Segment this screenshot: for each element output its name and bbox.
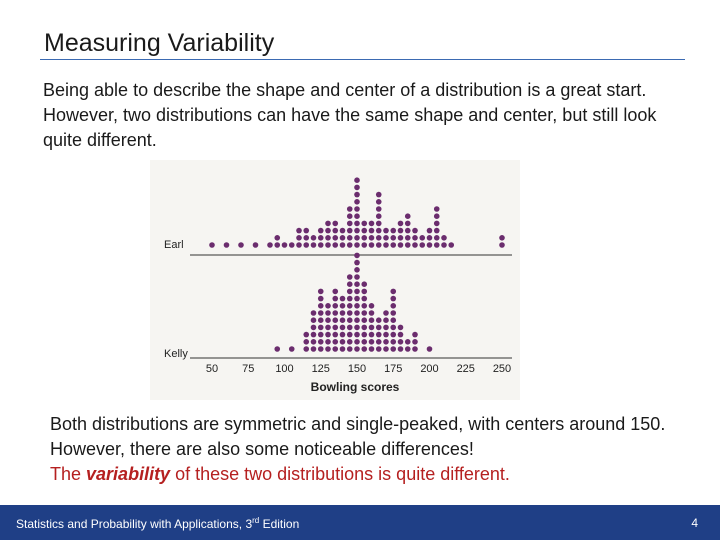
dot	[347, 317, 353, 323]
dot	[296, 242, 302, 248]
dot	[340, 310, 346, 316]
dot	[303, 346, 309, 352]
dot	[238, 242, 244, 248]
dot	[318, 325, 324, 331]
dot	[398, 235, 404, 241]
dot	[412, 339, 418, 345]
dot	[332, 325, 338, 331]
dot	[390, 310, 396, 316]
dot	[332, 235, 338, 241]
dot	[340, 346, 346, 352]
dot	[376, 332, 382, 338]
dot	[296, 228, 302, 234]
kelly-label: Kelly	[164, 348, 188, 360]
dot	[361, 317, 367, 323]
dot	[325, 346, 331, 352]
dot	[347, 346, 353, 352]
dot	[434, 213, 440, 219]
dot	[376, 192, 382, 198]
dot	[376, 235, 382, 241]
dot	[354, 303, 360, 309]
dot	[390, 317, 396, 323]
earl-dotplot	[164, 177, 512, 255]
dot	[419, 242, 425, 248]
dot	[340, 332, 346, 338]
dot	[354, 177, 360, 183]
variability-suffix: of these two distributions is quite different.	[170, 464, 510, 484]
dot	[390, 339, 396, 345]
dot	[311, 235, 317, 241]
dot	[398, 325, 404, 331]
dot	[332, 221, 338, 227]
title-divider	[40, 59, 685, 60]
dot	[347, 303, 353, 309]
dot	[383, 235, 389, 241]
dot	[398, 332, 404, 338]
dot	[405, 228, 411, 234]
dot	[340, 228, 346, 234]
dot	[354, 213, 360, 219]
dot	[354, 235, 360, 241]
dot	[376, 325, 382, 331]
dot	[332, 242, 338, 248]
dot	[340, 235, 346, 241]
dot	[325, 332, 331, 338]
dot	[441, 242, 447, 248]
x-tick-label: 50	[205, 363, 219, 375]
dot	[376, 206, 382, 212]
earl-label: Earl	[164, 239, 184, 251]
dot	[296, 235, 302, 241]
dot	[267, 242, 273, 248]
dot	[311, 325, 317, 331]
dot	[303, 235, 309, 241]
dot	[383, 317, 389, 323]
dot	[253, 242, 259, 248]
dot	[274, 346, 280, 352]
dot	[398, 346, 404, 352]
dot	[369, 310, 375, 316]
footer-title-text: Statistics and Probability with Applications, 3	[16, 517, 253, 531]
dot	[427, 228, 433, 234]
dot	[318, 346, 324, 352]
dot	[390, 242, 396, 248]
dot	[405, 221, 411, 227]
dot	[340, 339, 346, 345]
dot	[434, 242, 440, 248]
dot	[376, 346, 382, 352]
dot	[347, 206, 353, 212]
dot	[325, 310, 331, 316]
dot	[390, 289, 396, 295]
x-axis-title: Bowling scores	[310, 380, 400, 394]
dot	[398, 339, 404, 345]
dot	[390, 296, 396, 302]
dot	[390, 325, 396, 331]
dot	[311, 310, 317, 316]
kelly-dotplot	[164, 253, 512, 360]
dot	[332, 310, 338, 316]
dot	[325, 228, 331, 234]
dot	[347, 242, 353, 248]
dot	[448, 242, 454, 248]
dot	[354, 228, 360, 234]
dot	[398, 242, 404, 248]
x-tick-label: 175	[384, 363, 403, 375]
dot	[376, 242, 382, 248]
page-number: 4	[691, 516, 698, 530]
dot	[318, 289, 324, 295]
dot	[419, 235, 425, 241]
dot	[361, 339, 367, 345]
dot	[412, 242, 418, 248]
dot	[289, 242, 295, 248]
x-tick-label: 200	[420, 363, 439, 375]
footer-edition-text: Edition	[259, 517, 300, 531]
dot	[434, 235, 440, 241]
dot	[383, 228, 389, 234]
dot	[390, 228, 396, 234]
dot	[325, 242, 331, 248]
dot	[332, 339, 338, 345]
dot	[390, 346, 396, 352]
dot	[347, 221, 353, 227]
dot	[354, 185, 360, 191]
dot	[434, 228, 440, 234]
dot	[347, 228, 353, 234]
dot	[303, 339, 309, 345]
dot	[347, 339, 353, 345]
x-axis	[206, 363, 511, 394]
intro-paragraph: Being able to describe the shape and center of a distribution is a great start. However, two distributions can have the same shape and center, but still look quite different.	[43, 80, 657, 150]
dot	[383, 325, 389, 331]
dot	[499, 235, 505, 241]
x-tick-label: 225	[456, 363, 475, 375]
footer-bar	[0, 505, 720, 540]
dot	[390, 332, 396, 338]
dot	[369, 242, 375, 248]
dot	[405, 242, 411, 248]
dot	[354, 310, 360, 316]
dot	[427, 242, 433, 248]
dot	[282, 242, 288, 248]
dot	[354, 281, 360, 287]
dot	[325, 339, 331, 345]
dot	[347, 235, 353, 241]
dot	[376, 317, 382, 323]
dot	[303, 228, 309, 234]
dot	[332, 289, 338, 295]
dot	[354, 199, 360, 205]
dotplot-chart	[150, 160, 520, 400]
x-tick-label: 100	[275, 363, 294, 375]
x-tick-label: 250	[492, 363, 512, 375]
dot	[412, 228, 418, 234]
dot	[369, 332, 375, 338]
dot	[318, 303, 324, 309]
dot	[340, 303, 346, 309]
dot	[340, 317, 346, 323]
dot	[209, 242, 215, 248]
dot	[369, 339, 375, 345]
dot	[318, 339, 324, 345]
dot	[325, 303, 331, 309]
dot	[383, 339, 389, 345]
dot	[354, 260, 360, 266]
x-tick-label: 150	[347, 363, 367, 375]
dot	[274, 242, 280, 248]
dot	[332, 317, 338, 323]
dot	[354, 317, 360, 323]
dot	[405, 346, 411, 352]
dot	[376, 221, 382, 227]
dot	[376, 228, 382, 234]
dot	[361, 281, 367, 287]
dot	[354, 274, 360, 280]
dot	[332, 332, 338, 338]
variability-term: variability	[86, 464, 171, 484]
dot	[325, 317, 331, 323]
dot	[434, 221, 440, 227]
dot	[412, 235, 418, 241]
dot	[405, 235, 411, 241]
footer-ordinal-suffix: rd	[252, 516, 260, 525]
dot	[318, 242, 324, 248]
dot	[311, 242, 317, 248]
dot	[369, 235, 375, 241]
dot	[354, 332, 360, 338]
dot	[405, 339, 411, 345]
dotplot-figure	[150, 160, 520, 400]
comparison-sentence: Both distributions are symmetric and single-peaked, with centers around 150. However, there are also some noticeable differences!	[50, 414, 666, 459]
dot	[369, 221, 375, 227]
dot	[325, 221, 331, 227]
x-tick-label: 75	[242, 363, 255, 375]
footer-book-title	[16, 516, 299, 531]
dot	[369, 228, 375, 234]
slide-title: Measuring Variability	[44, 29, 275, 57]
dot	[354, 253, 360, 259]
dot	[347, 281, 353, 287]
dot	[354, 325, 360, 331]
dot	[427, 346, 433, 352]
dot	[347, 274, 353, 280]
dot	[361, 221, 367, 227]
dot	[354, 296, 360, 302]
dot	[499, 242, 505, 248]
dot	[361, 325, 367, 331]
dot	[361, 228, 367, 234]
dot	[311, 332, 317, 338]
dot	[332, 228, 338, 234]
dot	[318, 296, 324, 302]
dot	[354, 289, 360, 295]
dot	[325, 325, 331, 331]
dot	[318, 235, 324, 241]
dot	[325, 235, 331, 241]
dot	[383, 346, 389, 352]
dot	[369, 325, 375, 331]
dot	[318, 332, 324, 338]
dot	[332, 303, 338, 309]
dot	[361, 310, 367, 316]
dot	[318, 317, 324, 323]
dot	[361, 235, 367, 241]
dot	[376, 339, 382, 345]
dot	[347, 289, 353, 295]
dot	[369, 346, 375, 352]
dot	[274, 235, 280, 241]
dot	[347, 310, 353, 316]
dot	[354, 339, 360, 345]
dot	[340, 325, 346, 331]
dot	[311, 339, 317, 345]
dot	[361, 242, 367, 248]
dot	[311, 346, 317, 352]
dot	[303, 242, 309, 248]
dot	[354, 206, 360, 212]
dot	[347, 296, 353, 302]
dot	[361, 296, 367, 302]
dot	[224, 242, 230, 248]
dot	[398, 228, 404, 234]
dot	[434, 206, 440, 212]
dot	[340, 296, 346, 302]
dot	[383, 332, 389, 338]
dot	[412, 332, 418, 338]
dot	[441, 235, 447, 241]
dot	[361, 289, 367, 295]
dot	[318, 228, 324, 234]
dot	[427, 235, 433, 241]
dot	[390, 235, 396, 241]
dot	[376, 213, 382, 219]
dot	[361, 332, 367, 338]
dot	[369, 317, 375, 323]
dot	[354, 346, 360, 352]
dot	[354, 242, 360, 248]
dot	[318, 310, 324, 316]
dot	[383, 242, 389, 248]
dot	[332, 346, 338, 352]
dot	[412, 346, 418, 352]
dot	[347, 325, 353, 331]
dot	[347, 332, 353, 338]
comparison-text	[50, 412, 690, 487]
dot	[383, 310, 389, 316]
variability-statement	[50, 462, 690, 487]
variability-prefix: The	[50, 464, 87, 484]
dot	[369, 303, 375, 309]
dot	[376, 199, 382, 205]
dot	[303, 332, 309, 338]
dot	[340, 242, 346, 248]
dot	[347, 213, 353, 219]
dot	[311, 317, 317, 323]
dot	[398, 221, 404, 227]
dot	[332, 296, 338, 302]
dot	[405, 213, 411, 219]
x-tick-label: 125	[311, 363, 330, 375]
dot	[361, 346, 367, 352]
dot	[289, 346, 295, 352]
dot	[354, 267, 360, 273]
dot	[390, 303, 396, 309]
dot	[361, 303, 367, 309]
dot	[354, 221, 360, 227]
dot	[354, 192, 360, 198]
